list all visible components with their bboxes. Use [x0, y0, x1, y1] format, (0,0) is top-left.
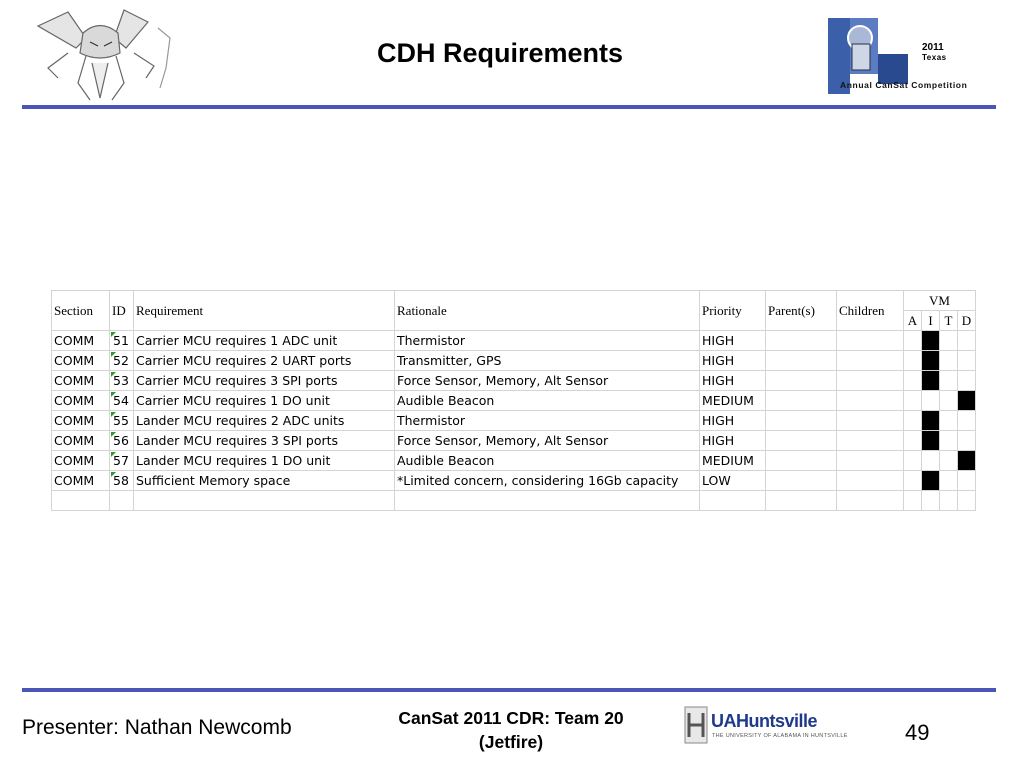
- cell-requirement: Carrier MCU requires 1 DO unit: [134, 391, 395, 411]
- cell-id-text: 58: [113, 473, 129, 488]
- cell-priority: HIGH: [700, 411, 766, 431]
- cell-section: COMM: [52, 451, 110, 471]
- cell-parents: [766, 391, 837, 411]
- cell-rationale: Transmitter, GPS: [395, 351, 700, 371]
- comment-marker-icon: [111, 332, 116, 337]
- cell-children: [837, 351, 904, 371]
- competition-name: Annual CanSat Competition: [840, 80, 968, 90]
- vm-cell-a: [904, 491, 922, 511]
- vm-cell-i: [922, 431, 940, 451]
- cell-children: [837, 411, 904, 431]
- cell-priority: [700, 491, 766, 511]
- cell-requirement: Lander MCU requires 2 ADC units: [134, 411, 395, 431]
- cell-rationale: Force Sensor, Memory, Alt Sensor: [395, 371, 700, 391]
- table-row: [52, 331, 976, 351]
- col-header-vm: VM: [904, 291, 976, 311]
- footer-team-title: [355, 706, 667, 754]
- uah-logo-subtitle: THE UNIVERSITY OF ALABAMA IN HUNTSVILLE: [712, 733, 848, 739]
- cell-priority: MEDIUM: [700, 391, 766, 411]
- vm-header-t: T: [940, 311, 958, 331]
- vm-cell-t: [940, 391, 958, 411]
- cell-section: COMM: [52, 391, 110, 411]
- cell-requirement: Sufficient Memory space: [134, 471, 395, 491]
- cell-requirement: Carrier MCU requires 2 UART ports: [134, 351, 395, 371]
- cell-parents: [766, 491, 837, 511]
- page-title: CDH Requirements: [376, 38, 624, 68]
- vm-cell-d: [958, 431, 976, 451]
- cell-parents: [766, 411, 837, 431]
- cell-id: [110, 371, 134, 391]
- cell-children: [837, 451, 904, 471]
- vm-header-a: A: [904, 311, 922, 331]
- table-row: [52, 391, 976, 411]
- vm-header-d: D: [958, 311, 976, 331]
- cell-id-text: 53: [113, 373, 129, 388]
- table-header-row: [52, 291, 976, 311]
- vm-cell-t: [940, 431, 958, 451]
- uah-logo-name: UAHuntsville: [711, 711, 818, 731]
- vm-cell-d: [958, 391, 976, 411]
- comment-marker-icon: [111, 392, 116, 397]
- cell-requirement: Carrier MCU requires 1 ADC unit: [134, 331, 395, 351]
- cell-children: [837, 371, 904, 391]
- vm-cell-t: [940, 471, 958, 491]
- vm-cell-a: [904, 431, 922, 451]
- vm-cell-t: [940, 331, 958, 351]
- cell-id-text: 56: [113, 433, 129, 448]
- footer-line-1: CanSat 2011 CDR: Team 20: [398, 708, 624, 728]
- comment-marker-icon: [111, 452, 116, 457]
- table-row: [52, 451, 976, 471]
- cell-section: COMM: [52, 431, 110, 451]
- cell-priority: HIGH: [700, 431, 766, 451]
- cell-requirement: Lander MCU requires 1 DO unit: [134, 451, 395, 471]
- vm-cell-d: [958, 451, 976, 471]
- vm-cell-i: [922, 411, 940, 431]
- comment-marker-icon: [111, 472, 116, 477]
- vm-cell-d: [958, 371, 976, 391]
- vm-cell-d: [958, 411, 976, 431]
- vm-cell-a: [904, 391, 922, 411]
- vm-cell-d: [958, 331, 976, 351]
- col-header-parents: Parent(s): [766, 291, 837, 331]
- table-row: [52, 491, 976, 511]
- competition-state: Texas: [922, 53, 947, 62]
- col-header-rationale: Rationale: [395, 291, 700, 331]
- vm-cell-d: [958, 491, 976, 511]
- vm-cell-a: [904, 371, 922, 391]
- cell-parents: [766, 351, 837, 371]
- cell-id-text: 52: [113, 353, 129, 368]
- table-row: [52, 471, 976, 491]
- vm-cell-a: [904, 331, 922, 351]
- vm-cell-i: [922, 371, 940, 391]
- cell-parents: [766, 331, 837, 351]
- cell-parents: [766, 471, 837, 491]
- cell-children: [837, 491, 904, 511]
- cell-rationale: Audible Beacon: [395, 451, 700, 471]
- vm-cell-a: [904, 351, 922, 371]
- vm-cell-i: [922, 391, 940, 411]
- cell-rationale: Thermistor: [395, 331, 700, 351]
- cell-section: [52, 491, 110, 511]
- header-divider: [22, 105, 996, 109]
- requirements-table: [51, 290, 976, 511]
- cell-children: [837, 471, 904, 491]
- presenter-name: Presenter: Nathan Newcomb: [22, 716, 292, 739]
- col-header-children: Children: [837, 291, 904, 331]
- cell-rationale: Audible Beacon: [395, 391, 700, 411]
- cell-requirement: [134, 491, 395, 511]
- cell-id: [110, 491, 134, 511]
- cell-priority: LOW: [700, 471, 766, 491]
- cell-priority: HIGH: [700, 331, 766, 351]
- page-number: 49: [905, 720, 930, 745]
- vm-cell-a: [904, 451, 922, 471]
- comment-marker-icon: [111, 372, 116, 377]
- cell-rationale: [395, 491, 700, 511]
- vm-cell-i: [922, 331, 940, 351]
- comment-marker-icon: [111, 412, 116, 417]
- uah-logo: [683, 705, 848, 749]
- col-header-priority: Priority: [700, 291, 766, 331]
- cell-id: [110, 331, 134, 351]
- competition-year: 2011: [922, 42, 944, 53]
- table-row: [52, 371, 976, 391]
- vm-header-i: I: [922, 311, 940, 331]
- cansat-competition-logo: [826, 14, 974, 98]
- cell-section: COMM: [52, 471, 110, 491]
- vm-cell-t: [940, 451, 958, 471]
- cell-rationale: *Limited concern, considering 16Gb capacity: [395, 471, 700, 491]
- cell-requirement: Lander MCU requires 3 SPI ports: [134, 431, 395, 451]
- cell-children: [837, 331, 904, 351]
- cell-id: [110, 471, 134, 491]
- col-header-requirement: Requirement: [134, 291, 395, 331]
- cell-children: [837, 431, 904, 451]
- cell-section: COMM: [52, 411, 110, 431]
- cell-id: [110, 431, 134, 451]
- vm-cell-i: [922, 351, 940, 371]
- cell-parents: [766, 371, 837, 391]
- cell-id-text: 57: [113, 453, 129, 468]
- vm-cell-i: [922, 451, 940, 471]
- vm-cell-t: [940, 371, 958, 391]
- cell-section: COMM: [52, 351, 110, 371]
- cell-parents: [766, 431, 837, 451]
- vm-cell-d: [958, 351, 976, 371]
- cell-priority: MEDIUM: [700, 451, 766, 471]
- vm-cell-a: [904, 411, 922, 431]
- vm-cell-t: [940, 411, 958, 431]
- comment-marker-icon: [111, 432, 116, 437]
- cell-section: COMM: [52, 331, 110, 351]
- col-header-id: ID: [110, 291, 134, 331]
- col-header-section: Section: [52, 291, 110, 331]
- cell-id: [110, 391, 134, 411]
- uah-emblem-icon: [683, 705, 709, 745]
- cell-requirement: Carrier MCU requires 3 SPI ports: [134, 371, 395, 391]
- cell-section: COMM: [52, 371, 110, 391]
- cell-id: [110, 411, 134, 431]
- cell-priority: HIGH: [700, 351, 766, 371]
- vm-cell-t: [940, 351, 958, 371]
- vm-cell-t: [940, 491, 958, 511]
- table-row: [52, 351, 976, 371]
- vm-cell-i: [922, 491, 940, 511]
- cell-priority: HIGH: [700, 371, 766, 391]
- table-row: [52, 431, 976, 451]
- cell-rationale: Force Sensor, Memory, Alt Sensor: [395, 431, 700, 451]
- cell-id: [110, 351, 134, 371]
- vm-cell-i: [922, 471, 940, 491]
- footer-line-2: (Jetfire): [478, 732, 544, 752]
- cell-id-text: 55: [113, 413, 129, 428]
- cell-children: [837, 391, 904, 411]
- comment-marker-icon: [111, 352, 116, 357]
- vm-cell-a: [904, 471, 922, 491]
- table-row: [52, 411, 976, 431]
- cell-id-text: 51: [113, 333, 129, 348]
- vm-cell-d: [958, 471, 976, 491]
- footer-divider: [22, 688, 996, 692]
- cell-id-text: 54: [113, 393, 129, 408]
- cell-id: [110, 451, 134, 471]
- cell-parents: [766, 451, 837, 471]
- cell-rationale: Thermistor: [395, 411, 700, 431]
